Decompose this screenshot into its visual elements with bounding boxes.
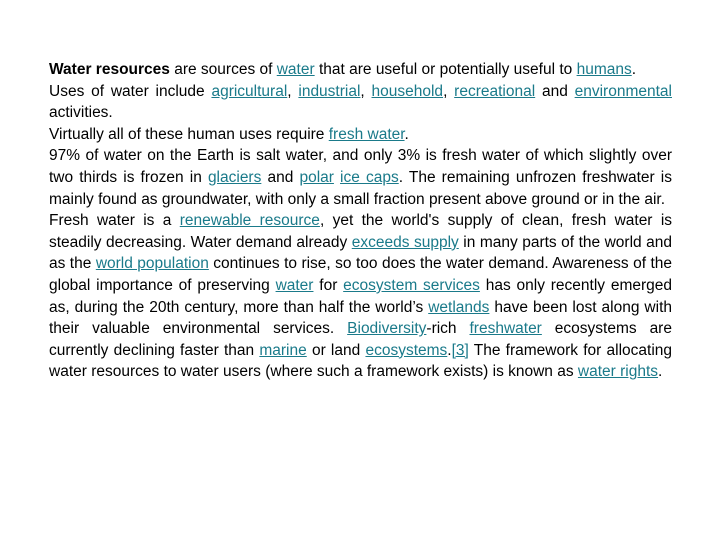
text: .: [631, 61, 637, 78]
link-marine[interactable]: marine: [259, 341, 307, 359]
link-water[interactable]: water: [276, 61, 315, 78]
link-water-rights[interactable]: water rights: [577, 363, 659, 381]
text: activities.: [49, 104, 113, 122]
link-agricultural[interactable]: agricultural: [211, 82, 288, 100]
text: ,: [287, 82, 299, 100]
paragraph-earth-water: [49, 145, 672, 210]
text: and: [261, 168, 300, 186]
text: or land: [306, 341, 366, 359]
link-renewable-resource[interactable]: renewable resource: [179, 212, 320, 230]
link-environmental[interactable]: environmental: [574, 82, 672, 100]
text: are sources of: [169, 61, 277, 78]
text: ecosystems are currently declining faster than: [49, 320, 672, 359]
link-polar[interactable]: polar: [299, 168, 334, 186]
text: , yet the world's supply of clean, fresh water is steadily decreasing. Water demand already: [49, 212, 673, 251]
text: .: [404, 125, 409, 143]
text: .: [658, 363, 663, 381]
text: in many parts of the world and as the: [49, 233, 672, 273]
text: The framework for allocating water resources to water users (where such a framework exists) is known as: [49, 341, 673, 381]
link-fresh-water[interactable]: fresh water: [328, 125, 405, 143]
link-ecosystems[interactable]: ecosystems: [365, 341, 448, 359]
link-ice-caps[interactable]: ice caps: [340, 168, 399, 186]
text: -rich: [426, 320, 470, 338]
text: 97% of water on the Earth is salt water, and only 3% is fresh water of which slightly over two thirds is frozen in: [49, 147, 672, 186]
link-exceeds-supply[interactable]: exceeds supply: [351, 233, 459, 251]
paragraph-definition: [49, 59, 672, 81]
link-biodiversity[interactable]: Biodiversity: [347, 320, 427, 338]
text: have been lost along with their valuable environmental services.: [49, 298, 672, 338]
text: for: [313, 276, 344, 294]
document-body: [49, 59, 672, 383]
link-recreational[interactable]: recreational: [454, 82, 536, 100]
link-wetlands[interactable]: wetlands: [428, 298, 490, 316]
link-freshwater[interactable]: freshwater: [469, 320, 542, 338]
paragraph-fresh-water: [49, 124, 672, 146]
text: has only recently emerged as, during the 20th century, more than half the world’s: [49, 276, 672, 316]
text: continues to rise, so too does the water demand. Awareness of the global importance of preserving: [49, 255, 673, 294]
term-water-resources: Water resources: [49, 61, 170, 78]
link-world-population[interactable]: world population: [95, 255, 209, 273]
text: and: [535, 82, 575, 100]
text: Fresh water is a: [49, 212, 180, 230]
link-industrial[interactable]: industrial: [298, 82, 361, 100]
link-household[interactable]: household: [371, 82, 444, 100]
link-glaciers[interactable]: glaciers: [207, 168, 262, 186]
link-ecosystem-services[interactable]: ecosystem services: [343, 276, 480, 294]
paragraph-uses: [49, 81, 672, 124]
link-reference-3[interactable]: [3]: [451, 341, 469, 359]
text: Virtually all of these human uses require: [49, 125, 329, 143]
text: Uses of water include: [49, 82, 212, 100]
paragraph-renewable: [49, 210, 672, 383]
link-humans[interactable]: humans: [576, 61, 632, 78]
text: ,: [360, 82, 372, 100]
link-water-2[interactable]: water: [275, 276, 314, 294]
text: . The remaining unfrozen freshwater is mainly found as groundwater, with only a small fraction present above ground or in the air.: [49, 168, 672, 208]
text: ,: [443, 82, 455, 100]
text: that are useful or potentially useful to: [314, 61, 577, 78]
text: .: [447, 341, 452, 359]
